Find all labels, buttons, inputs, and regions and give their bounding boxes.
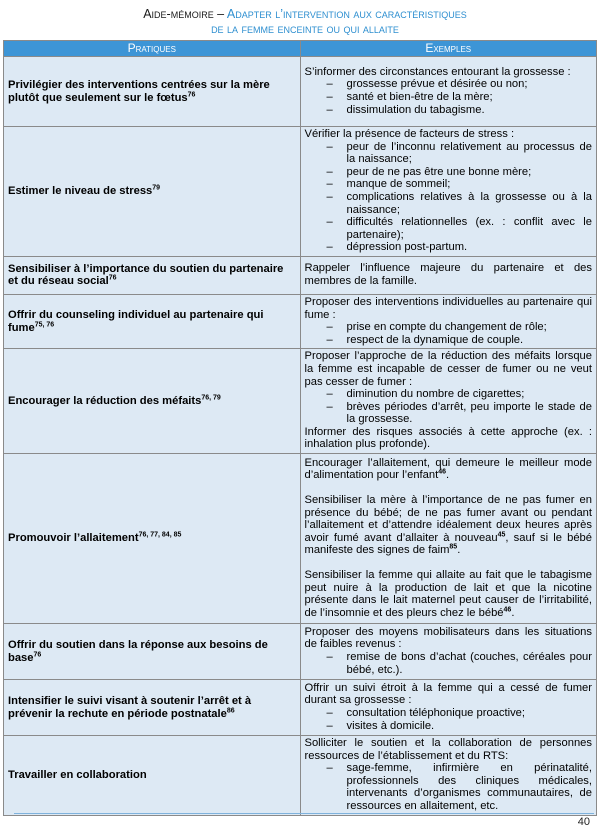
example-cell <box>300 736 597 816</box>
practice-ref: 76 <box>33 650 42 658</box>
practice-text: Estimer le niveau de stress <box>8 185 153 198</box>
paragraph-end: . <box>511 606 515 619</box>
table-header-row <box>4 41 597 57</box>
header-exemples: Exemples <box>300 41 597 57</box>
list-item: – difficultés relationnelles (ex. : conflit avec le partenaire); <box>305 216 593 241</box>
paragraph-ref: 45 <box>497 531 506 539</box>
practice-cell <box>4 127 301 257</box>
title-part2: de la femme enceinte ou qui allaite <box>211 22 399 36</box>
paragraph-text: Sensibiliser la mère à l’importance de ne pas fumer en présence du bébé; de ne pas fumer avant ou pendant l’allaitement et d’attendre idéalement deux heures après avoir fumé avant d’allaiter à nouveau <box>304 493 592 544</box>
example-intro: Rappeler l’influence majeure du partenaire et des membres de la famille. <box>304 262 592 287</box>
practice-ref: 76, 79 <box>201 394 221 402</box>
example-list <box>305 388 593 426</box>
practice-cell <box>4 624 301 680</box>
paragraph-text: Encourager l’allaitement, qui demeure le meilleur mode d’alimentation pour l’enfant <box>304 456 592 482</box>
table-row <box>4 454 597 624</box>
table-row <box>4 736 597 816</box>
paragraph-ref: 46 <box>503 606 512 613</box>
example-cell <box>300 624 597 680</box>
list-item: – sage-femme, infirmière en périnatalité, professionnels des cliniques médicales, intervenants d’organismes communautaires, de ressources en allaitement, etc. <box>305 762 593 812</box>
example-paragraph <box>305 457 593 482</box>
practice-text: Offrir du soutien dans la réponse aux besoins de base <box>8 638 268 664</box>
paragraph-text: Sensibiliser la femme qui allaite au fait que le tabagisme peut nuire à la production de lait et que la nicotine présente dans le lait maternel peut causer de l’irritabilité, de l’insomnie et des pleurs chez le bébé <box>304 568 592 619</box>
practice-cell <box>4 57 301 127</box>
practice-ref: 79 <box>152 184 161 192</box>
title-prefix: Aide-mémoire – <box>143 7 227 21</box>
practice-text: Promouvoir l’allaitement <box>8 532 139 545</box>
paragraph-ref: 46 <box>438 468 447 476</box>
footer-divider <box>14 813 594 814</box>
practice-ref: 76 <box>187 90 196 98</box>
table-row <box>4 624 597 680</box>
list-item: – dépression post-partum. <box>305 241 593 254</box>
practice-text: Privilégier des interventions centrées sur la mère plutôt que seulement sur le fœtus <box>8 78 270 104</box>
example-list <box>305 78 593 116</box>
list-item: – brèves périodes d’arrêt, peu importe le stade de la grossesse. <box>305 401 593 426</box>
example-list <box>305 707 593 732</box>
example-cell <box>300 294 597 348</box>
paragraph-ref: 85 <box>449 543 458 551</box>
example-paragraph <box>305 569 593 619</box>
list-item: – remise de bons d’achat (couches, céréales pour bébé, etc.). <box>305 651 593 676</box>
example-intro: Proposer des interventions individuelles au partenaire qui fume : <box>304 295 592 321</box>
practice-text: Offrir du counseling individuel au partenaire qui fume <box>8 309 264 334</box>
practice-ref: 86 <box>226 706 235 714</box>
practice-text: Sensibiliser à l’importance du soutien du partenaire et du réseau social <box>8 262 284 288</box>
table-row <box>4 349 597 454</box>
page-title <box>0 7 610 37</box>
list-item: – peur de l’inconnu relativement au processus de la naissance; <box>305 141 593 166</box>
list-item: – grossesse prévue et désirée ou non; <box>305 78 593 91</box>
example-intro: Proposer des moyens mobilisateurs dans les situations de faibles revenus : <box>304 625 592 651</box>
paragraph-end: . <box>446 469 450 482</box>
practice-cell <box>4 294 301 348</box>
example-cell <box>300 454 597 624</box>
table-row <box>4 127 597 257</box>
list-item: – visites à domicile. <box>305 720 593 733</box>
example-intro: Solliciter le soutien et la collaboration de personnes ressources de l’établissement et du RTS: <box>304 737 592 762</box>
example-list <box>305 762 593 812</box>
paragraph-end: . <box>457 544 461 557</box>
list-item: – diminution du nombre de cigarettes; <box>305 388 593 401</box>
example-intro: Proposer l’approche de la réduction des méfaits lorsque la femme est incapable de cesser de fumer ou ne veut pas cesser de fumer : <box>304 350 592 388</box>
example-list <box>305 321 593 346</box>
list-item: – dissimulation du tabagisme. <box>305 104 593 117</box>
practice-ref: 76 <box>108 274 117 282</box>
example-cell <box>300 680 597 736</box>
example-cell <box>300 256 597 294</box>
practice-ref: 75, 76 <box>34 320 55 328</box>
table-row <box>4 294 597 348</box>
example-cell <box>300 349 597 454</box>
page-number: 40 <box>577 816 590 828</box>
example-cell <box>300 127 597 257</box>
practice-text: Encourager la réduction des méfaits <box>8 394 202 407</box>
list-item: – manque de sommeil; <box>305 178 593 191</box>
example-intro: Vérifier la présence de facteurs de stress : <box>304 128 515 140</box>
example-list <box>305 651 593 676</box>
example-outro: Informer des risques associés à cette approche (ex. : inhalation plus profonde). <box>304 425 592 451</box>
paragraph-text: , sauf si le bébé manifeste des signes de faim <box>304 531 592 557</box>
list-item: – santé et bien-être de la mère; <box>305 91 593 104</box>
table-row <box>4 57 597 127</box>
practice-cell <box>4 256 301 294</box>
table-row <box>4 256 597 294</box>
table-row <box>4 680 597 736</box>
practice-cell <box>4 349 301 454</box>
list-item: – complications relatives à la grossesse ou à la naissance; <box>305 191 593 216</box>
practice-cell <box>4 454 301 624</box>
example-paragraph <box>305 494 593 557</box>
memo-table <box>3 40 597 816</box>
paragraph-gap <box>305 557 593 569</box>
list-item: – prise en compte du changement de rôle; <box>305 321 593 334</box>
example-cell <box>300 57 597 127</box>
example-intro: S’informer des circonstances entourant la grossesse : <box>304 65 571 78</box>
paragraph-gap <box>305 482 593 494</box>
list-item: – consultation téléphonique proactive; <box>305 707 593 720</box>
practice-cell <box>4 736 301 816</box>
title-part1: Adapter l’intervention aux caractéristiques <box>226 7 467 21</box>
practice-ref: 76, 77, 84, 85 <box>138 531 182 539</box>
practice-text: Travailler en collaboration <box>8 769 147 782</box>
header-pratiques: Pratiques <box>4 41 301 57</box>
example-list <box>305 141 593 254</box>
example-intro: Offrir un suivi étroit à la femme qui a cessé de fumer durant sa grossesse : <box>304 681 592 707</box>
list-item: – respect de la dynamique de couple. <box>305 334 593 347</box>
list-item: – peur de ne pas être une bonne mère; <box>305 166 593 179</box>
practice-text: Intensifier le suivi visant à soutenir l’arrêt et à prévenir la rechute en période postnatale <box>8 694 252 720</box>
practice-cell <box>4 680 301 736</box>
